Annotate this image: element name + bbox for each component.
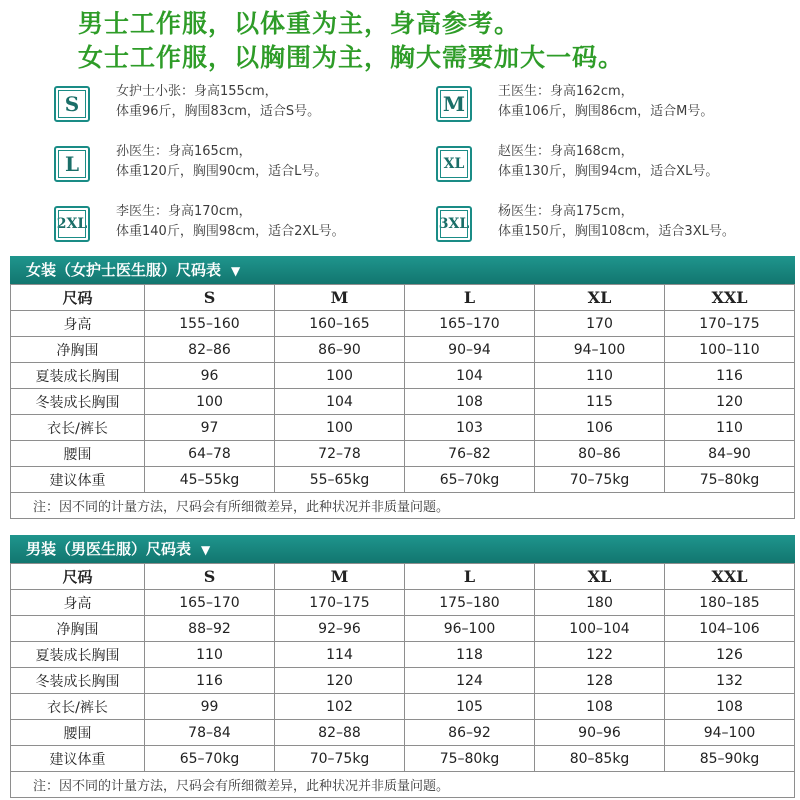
table-row [11, 694, 795, 720]
size-note: 注：因不同的计量方法，尺码会有所细微差异，此种状况并非质量问题。 [11, 772, 795, 798]
table-cell: 94–100 [535, 337, 665, 363]
table-cell: 120 [275, 668, 405, 694]
example-size-xl [436, 142, 796, 198]
size-note: 注：因不同的计量方法，尺码会有所细微差异，此种状况并非质量问题。 [11, 493, 795, 519]
table-cell: 116 [665, 363, 795, 389]
header-cell: 尺码 [11, 285, 145, 311]
size-badge-2xl: 2XL [54, 206, 90, 242]
table-row [11, 389, 795, 415]
table-cell: 132 [665, 668, 795, 694]
table-cell: 88–92 [145, 616, 275, 642]
header-cell: XL [535, 564, 665, 590]
row-label: 腰围 [11, 441, 145, 467]
table-row [11, 590, 795, 616]
table-cell: 108 [665, 694, 795, 720]
triangle-down-icon: ▼ [201, 543, 211, 557]
women-size-table [10, 284, 795, 519]
example-size-m [436, 82, 796, 138]
table-cell: 128 [535, 668, 665, 694]
table-cell: 108 [535, 694, 665, 720]
table-cell: 165–170 [405, 311, 535, 337]
table-cell: 103 [405, 415, 535, 441]
table-cell: 65–70kg [145, 746, 275, 772]
row-label: 身高 [11, 590, 145, 616]
example-size-2xl [54, 202, 414, 258]
table-cell: 99 [145, 694, 275, 720]
example-size-s [54, 82, 414, 138]
women-size-chart-title: 女装（女护士医生服）尺码表 ▼ [10, 256, 795, 284]
table-cell: 105 [405, 694, 535, 720]
example-size-l [54, 142, 414, 198]
table-cell: 160–165 [275, 311, 405, 337]
row-label: 建议体重 [11, 746, 145, 772]
headline-women: 女士工作服，以胸围为主，胸大需要加大一码。 [78, 43, 625, 72]
table-cell: 170 [535, 311, 665, 337]
example-size-3xl [436, 202, 796, 258]
table-cell: 180–185 [665, 590, 795, 616]
table-cell: 90–94 [405, 337, 535, 363]
table-row [11, 616, 795, 642]
header-cell: 尺码 [11, 564, 145, 590]
table-row [11, 746, 795, 772]
example-text: 李医生：身高170cm， 体重140斤，胸围98cm，适合2XL号。 [116, 204, 345, 239]
table-row [11, 337, 795, 363]
table-cell: 75–80kg [405, 746, 535, 772]
table-cell: 70–75kg [535, 467, 665, 493]
table-cell: 90–96 [535, 720, 665, 746]
table-cell: 155–160 [145, 311, 275, 337]
table-cell: 118 [405, 642, 535, 668]
example-text: 王医生：身高162cm， 体重106斤，胸围86cm，适合M号。 [498, 84, 714, 119]
row-label: 衣长/裤长 [11, 694, 145, 720]
table-cell: 122 [535, 642, 665, 668]
table-cell: 108 [405, 389, 535, 415]
table-cell: 96–100 [405, 616, 535, 642]
header-cell: L [405, 564, 535, 590]
table-cell: 82–88 [275, 720, 405, 746]
row-label: 夏装成长胸围 [11, 363, 145, 389]
table-cell: 110 [665, 415, 795, 441]
table-cell: 110 [535, 363, 665, 389]
size-badge-s: S [54, 86, 90, 122]
example-text: 赵医生：身高168cm， 体重130斤，胸围94cm，适合XL号。 [498, 144, 719, 179]
size-badge-3xl: 3XL [436, 206, 472, 242]
table-cell: 82–86 [145, 337, 275, 363]
table-cell: 104 [405, 363, 535, 389]
table-cell: 85–90kg [665, 746, 795, 772]
table-cell: 126 [665, 642, 795, 668]
table-cell: 180 [535, 590, 665, 616]
table-row [11, 720, 795, 746]
table-cell: 78–84 [145, 720, 275, 746]
men-size-table [10, 563, 795, 798]
table-cell: 96 [145, 363, 275, 389]
table-row [11, 467, 795, 493]
table-cell: 104–106 [665, 616, 795, 642]
table-cell: 64–78 [145, 441, 275, 467]
header-cell: S [145, 564, 275, 590]
headline-men: 男士工作服，以体重为主，身高参考。 [78, 9, 521, 38]
table-cell: 80–85kg [535, 746, 665, 772]
table-cell: 165–170 [145, 590, 275, 616]
table-cell: 170–175 [275, 590, 405, 616]
table-cell: 65–70kg [405, 467, 535, 493]
table-cell: 104 [275, 389, 405, 415]
table-cell: 75–80kg [665, 467, 795, 493]
size-badge-l: L [54, 146, 90, 182]
header-cell: M [275, 285, 405, 311]
row-label: 建议体重 [11, 467, 145, 493]
header-cell: XXL [665, 564, 795, 590]
table-cell: 76–82 [405, 441, 535, 467]
table-row [11, 668, 795, 694]
table-row [11, 311, 795, 337]
row-label: 净胸围 [11, 337, 145, 363]
example-text: 杨医生：身高175cm， 体重150斤，胸围108cm，适合3XL号。 [498, 204, 735, 239]
table-cell: 116 [145, 668, 275, 694]
header-cell: S [145, 285, 275, 311]
table-cell: 110 [145, 642, 275, 668]
table-cell: 100 [145, 389, 275, 415]
triangle-down-icon: ▼ [231, 264, 241, 278]
table-cell: 102 [275, 694, 405, 720]
table-cell: 100–110 [665, 337, 795, 363]
row-label: 冬装成长胸围 [11, 389, 145, 415]
table-cell: 170–175 [665, 311, 795, 337]
table-cell: 106 [535, 415, 665, 441]
table-note-row [11, 493, 795, 519]
example-text: 女护士小张：身高155cm， 体重96斤，胸围83cm，适合S号。 [116, 84, 321, 119]
row-label: 净胸围 [11, 616, 145, 642]
table-cell: 94–100 [665, 720, 795, 746]
table-cell: 80–86 [535, 441, 665, 467]
table-row [11, 441, 795, 467]
table-cell: 55–65kg [275, 467, 405, 493]
row-label: 夏装成长胸围 [11, 642, 145, 668]
row-label: 身高 [11, 311, 145, 337]
table-note-row [11, 772, 795, 798]
header-cell: XXL [665, 285, 795, 311]
table-cell: 100 [275, 415, 405, 441]
table-cell: 100 [275, 363, 405, 389]
table-cell: 120 [665, 389, 795, 415]
table-cell: 86–92 [405, 720, 535, 746]
table-cell: 124 [405, 668, 535, 694]
table-cell: 115 [535, 389, 665, 415]
men-size-chart-title: 男装（男医生服）尺码表 ▼ [10, 535, 795, 563]
example-text: 孙医生：身高165cm， 体重120斤，胸围90cm，适合L号。 [116, 144, 328, 179]
table-row [11, 415, 795, 441]
table-cell: 114 [275, 642, 405, 668]
table-cell: 97 [145, 415, 275, 441]
header-cell: M [275, 564, 405, 590]
table-cell: 84–90 [665, 441, 795, 467]
header-cell: L [405, 285, 535, 311]
row-label: 腰围 [11, 720, 145, 746]
size-badge-m: M [436, 86, 472, 122]
header-cell: XL [535, 285, 665, 311]
table-row [11, 363, 795, 389]
row-label: 衣长/裤长 [11, 415, 145, 441]
table-cell: 70–75kg [275, 746, 405, 772]
table-row [11, 642, 795, 668]
size-badge-xl: XL [436, 146, 472, 182]
table-header-row [11, 285, 795, 311]
table-cell: 86–90 [275, 337, 405, 363]
table-cell: 175–180 [405, 590, 535, 616]
table-cell: 100–104 [535, 616, 665, 642]
table-cell: 92–96 [275, 616, 405, 642]
table-cell: 72–78 [275, 441, 405, 467]
row-label: 冬装成长胸围 [11, 668, 145, 694]
table-cell: 45–55kg [145, 467, 275, 493]
table-header-row [11, 564, 795, 590]
